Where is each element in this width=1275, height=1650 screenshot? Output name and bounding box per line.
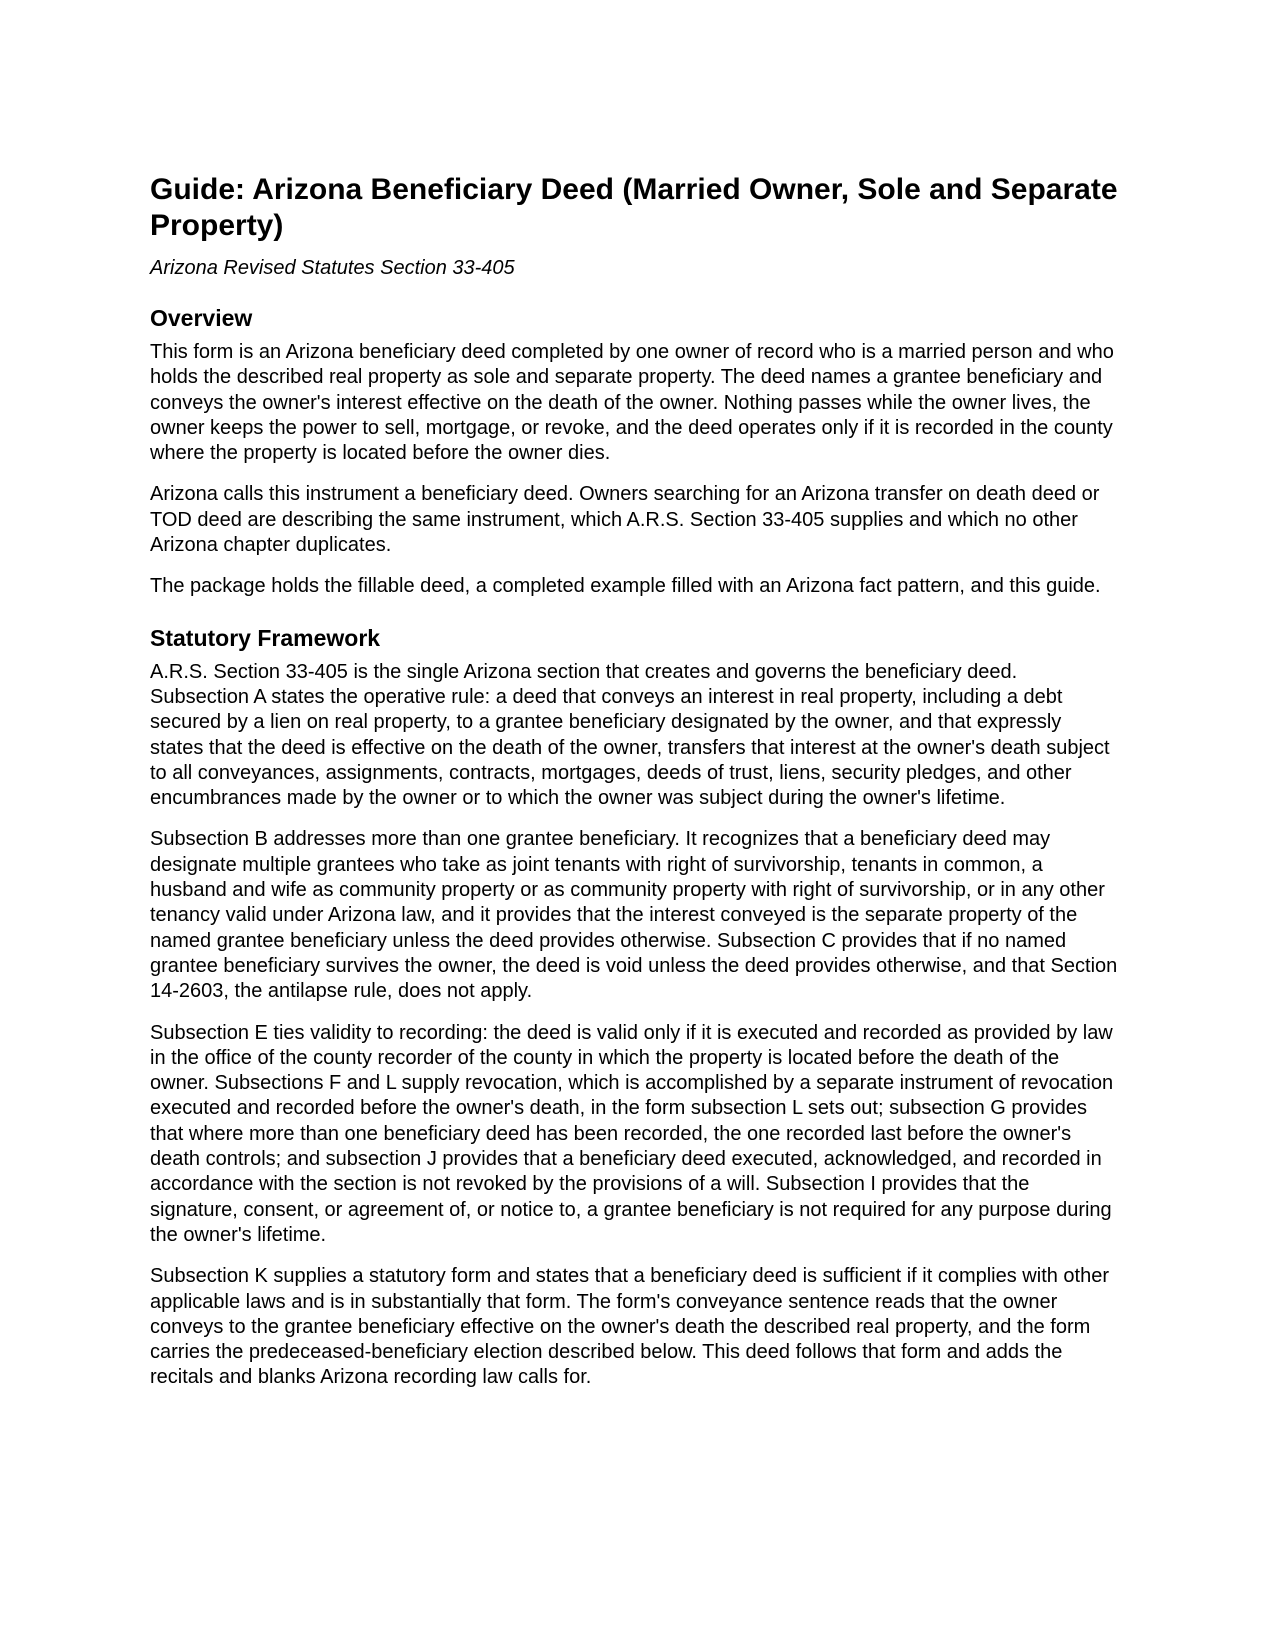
paragraph: A.R.S. Section 33-405 is the single Arizona section that creates and governs the beneficiary deed. Subsection A states the operative rule: a deed that conveys an interest in real property, including a debt secured by a lien on real property, to a grantee beneficiary designated by the owner, and that expressly states that the deed is effective on the death of the owner, transfers that interest at the owner's death subject to all conveyances, assignments, contracts, mortgages, deeds of trust, liens, security pledges, and other encumbrances made by the owner or to which the owner was subject during the owner's lifetime.	[150, 660, 1110, 810]
paragraph: Subsection E ties validity to recording: the deed is valid only if it is executed and recorded as provided by law in the office of the county recorder of the county in which the property is located before the death of the owner. Subsections F and L supply revocation, which is accomplished by a separate instrument of revocation executed and recorded before the owner's death, in the form subsection L sets out; subsection G provides that where more than one beneficiary deed has been recorded, the one recorded last before the owner's death controls; and subsection J provides that a beneficiary deed executed, acknowledged, and recorded in accordance with the section is not revoked by the provisions of a will. Subsection I provides that the signature, consent, or agreement of, or notice to, a grantee beneficiary is not required for any purpose during the owner's lifetime.	[150, 1021, 1114, 1246]
document-title: Guide: Arizona Beneficiary Deed (Married Owner, Sole and Separate Property)	[150, 173, 1118, 242]
section-heading: Overview	[150, 305, 253, 331]
paragraph: This form is an Arizona beneficiary deed completed by one owner of record who is a married person and who holds the described real property as sole and separate property. The deed names a grantee beneficiary and conveys the owner's interest effective on the death of the owner. Nothing passes while the owner lives, the owner keeps the power to sell, mortgage, or revoke, and the deed operates only if it is recorded in the county where the property is located before the owner dies.	[150, 341, 1114, 465]
document-page	[150, 172, 1120, 1407]
paragraph: Arizona calls this instrument a beneficiary deed. Owners searching for an Arizona transfer on death deed or TOD deed are describing the same instrument, which A.R.S. Section 33-405 supplies and which no other Arizona chapter duplicates.	[150, 483, 1100, 557]
paragraph: The package holds the fillable deed, a completed example filled with an Arizona fact pattern, and this guide.	[150, 575, 1101, 598]
section-overview	[150, 304, 1120, 600]
section-heading: Statutory Framework	[150, 624, 381, 651]
paragraph: Subsection B addresses more than one grantee beneficiary. It recognizes that a beneficiary deed may designate multiple grantees who take as joint tenants with right of survivorship, tenants in common, a husband and wife as community property or as community property with right of survivorship, or in any other tenancy valid under Arizona law, and it provides that the interest conveyed is the separate property of the named grantee beneficiary unless the deed provides otherwise. Subsection C provides that if no named grantee beneficiary survives the owner, the deed is void unless the deed provides otherwise, and that Section 14-2603, the antilapse rule, does not apply.	[150, 828, 1118, 1003]
section-statutory-framework	[150, 624, 1120, 1391]
paragraph: Subsection K supplies a statutory form and states that a beneficiary deed is sufficient if it complies with other applicable laws and is in substantially that form. The form's conveyance sentence reads that the owner conveys to the grantee beneficiary effective on the owner's death the described real property, and the form carries the predeceased-beneficiary election described below. This deed follows that form and adds the recitals and blanks Arizona recording law calls for.	[150, 1265, 1110, 1389]
document-subtitle: Arizona Revised Statutes Section 33-405	[150, 257, 515, 279]
